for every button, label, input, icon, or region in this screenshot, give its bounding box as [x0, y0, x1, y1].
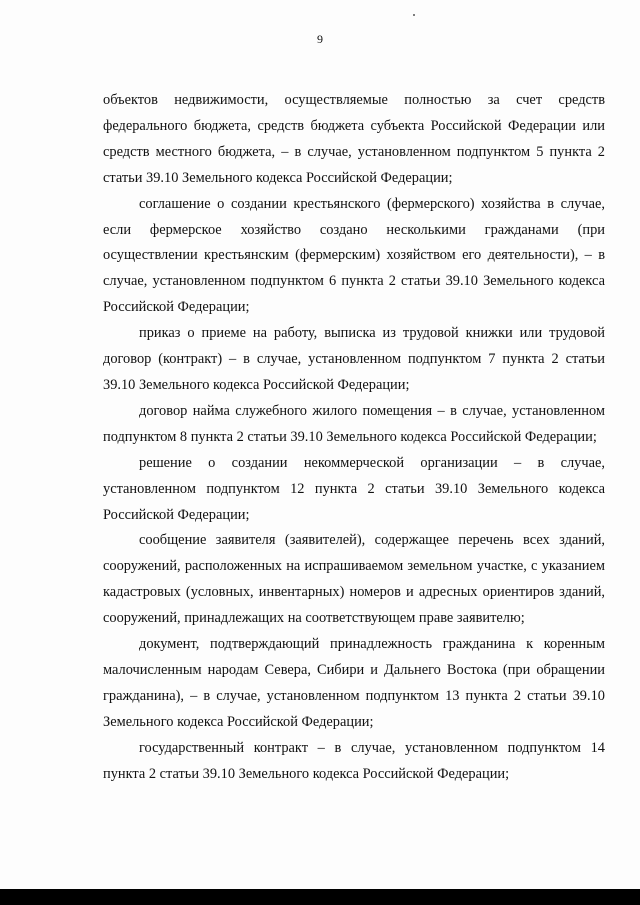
paragraph-state-contract: государственный контракт – в случае, установленном подпунктом 14 пункта 2 статьи 39.10 Земельного кодекса Российской Федерации;: [103, 739, 605, 782]
paragraph-continuation: объектов недвижимости, осуществляемые полностью за счет средств федерального бюджета, средств бюджета субъекта Российской Федерации или средств местного бюджета, – в случае, установленном подпунктом 5 пункта 2 статьи 39.10 Земельного кодекса Российской Федерации;: [103, 92, 605, 186]
scan-speck: [413, 14, 415, 16]
paragraph-housing-contract: договор найма служебного жилого помещения – в случае, установленном подпунктом 8 пункта 2 статьи 39.10 Земельного кодекса Российской Федерации;: [103, 402, 605, 445]
document-body: [103, 88, 605, 787]
paragraph-nonprofit-decision: решение о создании некоммерческой организации – в случае, установленном подпунктом 12 пункта 2 статьи 39.10 Земельного кодекса Российской Федерации;: [103, 454, 605, 523]
scan-bottom-edge: [0, 889, 640, 905]
paragraph-indigenous-document: документ, подтверждающий принадлежность гражданина к коренным малочисленным народам Севера, Сибири и Дальнего Востока (при обращении гражданина), – в случае, установленном подпунктом 13 пункта 2 статьи 39.10 Земельного кодекса Российской Федерации;: [103, 636, 605, 730]
paragraph-applicant-message: сообщение заявителя (заявителей), содержащее перечень всех зданий, сооружений, расположенных на испрашиваемом земельном участке, с указанием кадастровых (условных, инвентарных) номеров и адресных ориентиров зданий, сооружений, принадлежащих на соответствующем праве заявителю;: [103, 532, 605, 627]
page-number: 9: [317, 32, 323, 46]
paragraph-farm-agreement: соглашение о создании крестьянского (фермерского) хозяйства в случае, если фермерское хозяйство создано несколькими гражданами (при осуществлении крестьянским (фермерским) хозяйством его деятельности), – в случае, установленном подпунктом 6 пункта 2 статьи 39.10 Земельного кодекса Российской Федерации;: [103, 195, 605, 316]
paragraph-employment-order: приказ о приеме на работу, выписка из трудовой книжки или трудовой договор (контракт) – в случае, установленном подпунктом 7 пункта 2 статьи 39.10 Земельного кодекса Российской Федерации;: [103, 325, 605, 393]
